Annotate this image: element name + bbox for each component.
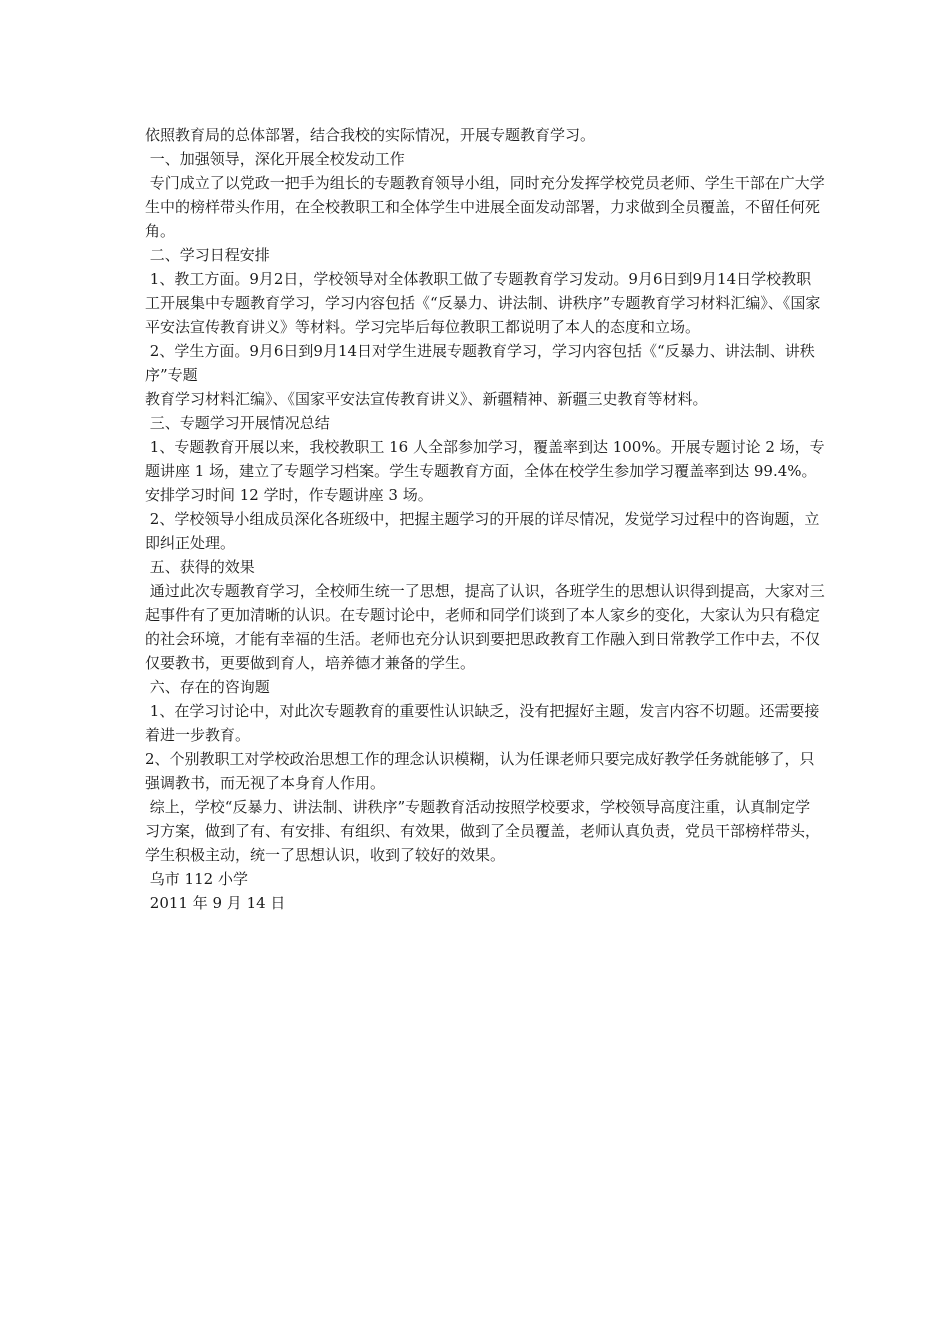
section-heading-5: 五、获得的效果: [145, 558, 255, 576]
body-paragraph: 1、教工方面。9月2日，学校领导对全体教职工做了专题教育学习发动。9月6日到9月14日学校教职工开展集中专题教育学习，学习内容包括《“反暴力、讲法制、讲秩序”专题教育学习材料汇编》、《国家平安法宣传教育讲义》等材料。学习完毕后每位教职工都说明了本人的态度和立场。: [145, 270, 821, 336]
body-paragraph: 2、个别教职工对学校政治思想工作的理念认识模糊，认为任课老师只要完成好教学任务就能够了，只强调教书，而无视了本身育人作用。: [145, 750, 815, 792]
body-paragraph: 1、专题教育开展以来，我校教职工 16 人全部参加学习，覆盖率到达 100%。开展专题讨论 2 场，专题讲座 1 场，建立了专题学习档案。学生专题教育方面，全体在校学生参加学习覆盖率到达 99.4%。安排学习时间 12 学时，作专题讲座 3 场。: [145, 438, 825, 504]
conclusion-paragraph: 综上，学校“反暴力、讲法制、讲秩序”专题教育活动按照学校要求，学校领导高度注重，认真制定学习方案，做到了有、有安排、有组织、有效果，做到了全员覆盖，老师认真负责，党员干部榜样带头，学生积极主动，统一了思想认识，收到了较好的效果。: [145, 798, 821, 864]
body-paragraph: 1、在学习讨论中，对此次专题教育的重要性认识缺乏，没有把握好主题，发言内容不切题。还需要接着进一步教育。: [145, 702, 820, 744]
section-heading-6: 六、存在的咨询题: [145, 678, 270, 696]
section-heading-1: 一、加强领导，深化开展全校发动工作: [145, 150, 405, 168]
body-paragraph: 2、学生方面。9月6日到9月14日对学生进展专题教育学习，学习内容包括《“反暴力、讲法制、讲秩序”专题: [145, 342, 815, 384]
document-body: [145, 123, 825, 915]
body-paragraph: 专门成立了以党政一把手为组长的专题教育领导小组，同时充分发挥学校党员老师、学生干部在广大学生中的榜样带头作用，在全校教职工和全体学生中进展全面发动部署，力求做到全员覆盖，不留任何死角。: [145, 174, 825, 240]
body-paragraph: 通过此次专题教育学习，全校师生统一了思想，提高了认识，各班学生的思想认识得到提高，大家对三起事件有了更加清晰的认识。在专题讨论中，老师和同学们谈到了本人家乡的变化，大家认为只有稳定的社会环境，才能有幸福的生活。老师也充分认识到要把思政教育工作融入到日常教学工作中去，不仅仅要教书，更要做到育人，培养德才兼备的学生。: [145, 582, 825, 672]
section-heading-2: 二、学习日程安排: [145, 246, 270, 264]
body-paragraph: 教育学习材料汇编》、《国家平安法宣传教育讲义》、新疆精神、新疆三史教育等材料。: [145, 390, 708, 408]
signature-date: 2011 年 9 月 14 日: [145, 894, 286, 912]
section-heading-3: 三、专题学习开展情况总结: [145, 414, 330, 432]
signature-school: 乌市 112 小学: [145, 870, 248, 888]
intro-paragraph: 依照教育局的总体部署，结合我校的实际情况，开展专题教育学习。: [145, 126, 596, 144]
body-paragraph: 2、学校领导小组成员深化各班级中，把握主题学习的开展的详尽情况，发觉学习过程中的咨询题，立即纠正处理。: [145, 510, 820, 552]
